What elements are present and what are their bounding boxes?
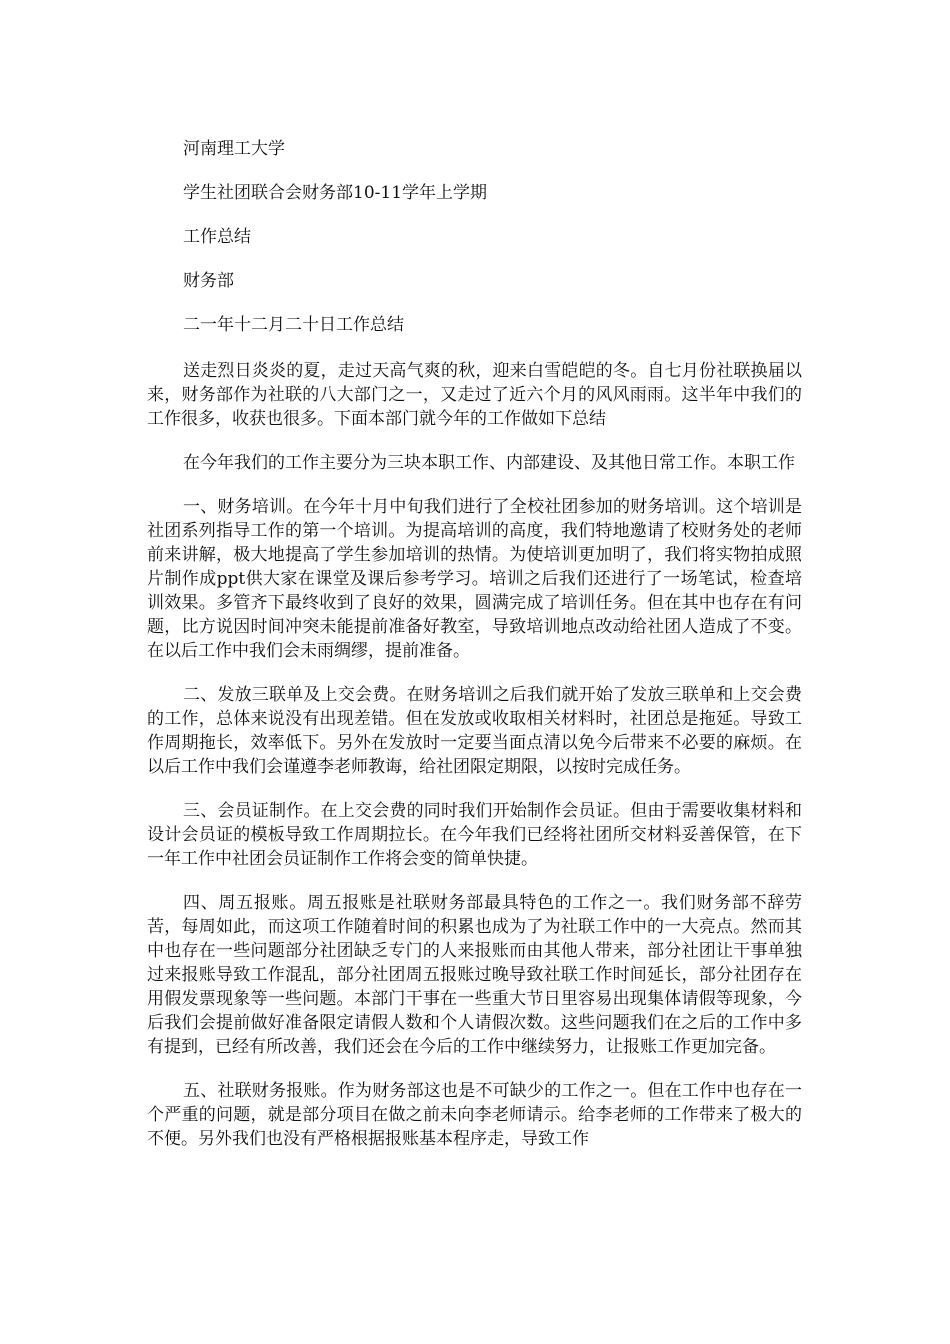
paragraph-friday-reimbursement: 四、周五报账。周五报账是社联财务部最具特色的工作之一。我们财务部不辞劳苦，每周如此，而这项工作随着时间的积累也成为了为社联工作中的一大亮点。然而其中也存在一些问题部分社团缺乏专门的人来报账而由其他人带来，部分社团让干事单独过来报账导致工作混乱，部分社团周五报账过晚导致社联工作时间延长，部分社团存在用假发票现象等一些问题。本部门干事在一些重大节日里容易出现集体请假等现象，今后我们会提前做好准备限定请假人数和个人请假次数。这些问题我们在之后的工作中多有提到，已经有所改善，我们还会在今后的工作中继续努力，让报账工作更加完备。 xyxy=(147,893,802,1057)
document-body xyxy=(147,137,802,1171)
paragraph-forms-and-fees: 二、发放三联单及上交会费。在财务培训之后我们就开始了发放三联单和上交会费的工作，总体来说没有出现差错。但在发放或收取相关材料时，社团总是拖延。导致工作周期拖长，效率低下。另外在发放时一定要当面点清以免今后带来不必要的麻烦。在以后工作中我们会谨遵李老师教诲，给社团限定期限，以按时完成任务。 xyxy=(147,685,802,777)
report-title: 工作总结 xyxy=(183,227,251,247)
paragraph-membership-cards: 三、会员证制作。在上交会费的同时我们开始制作会员证。但由于需要收集材料和设计会员证的模板导致工作周期拉长。在今年我们已经将社团所交材料妥善保管，在下一年工作中社团会员证制作工作将会变的简单快捷。 xyxy=(147,801,802,869)
university-name: 河南理工大学 xyxy=(183,139,285,159)
paragraph-intro: 送走烈日炎炎的夏，走过天高气爽的秋，迎来白雪皑皑的冬。自七月份社联换届以来，财务部作为社联的八大部门之一，又走过了近六个月的风风雨雨。这半年中我们的工作很多，收获也很多。下面本部门就今年的工作做如下总结 xyxy=(147,361,802,429)
report-date-line: 二一年十二月二十日工作总结 xyxy=(183,315,404,335)
department-term-line: 学生社团联合会财务部10-11学年上学期 xyxy=(183,183,488,203)
paragraph-overview: 在今年我们的工作主要分为三块本职工作、内部建设、及其他日常工作。本职工作 xyxy=(183,453,795,473)
department-name: 财务部 xyxy=(183,271,234,291)
paragraph-finance-training: 一、财务培训。在今年十月中旬我们进行了全校社团参加的财务培训。这个培训是社团系列指导工作的第一个培训。为提高培训的高度，我们特地邀请了校财务处的老师前来讲解，极大地提高了学生参加培训的热情。为使培训更加明了，我们将实物拍成照片制作成ppt供大家在课堂及课后参考学习。培训之后我们还进行了一场笔试，检查培训效果。多管齐下最终收到了良好的效果，圆满完成了培训任务。但在其中也存在有问题，比方说因时间冲突未能提前准备好教室，导致培训地点改动给社团人造成了不变。在以后工作中我们会未雨绸缪，提前准备。 xyxy=(147,497,802,661)
paragraph-union-reimbursement: 五、社联财务报账。作为财务部这也是不可缺少的工作之一。但在工作中也存在一个严重的问题，就是部分项目在做之前未向李老师请示。给李老师的工作带来了极大的不便。另外我们也没有严格根据报账基本程序走，导致工作 xyxy=(147,1081,802,1149)
